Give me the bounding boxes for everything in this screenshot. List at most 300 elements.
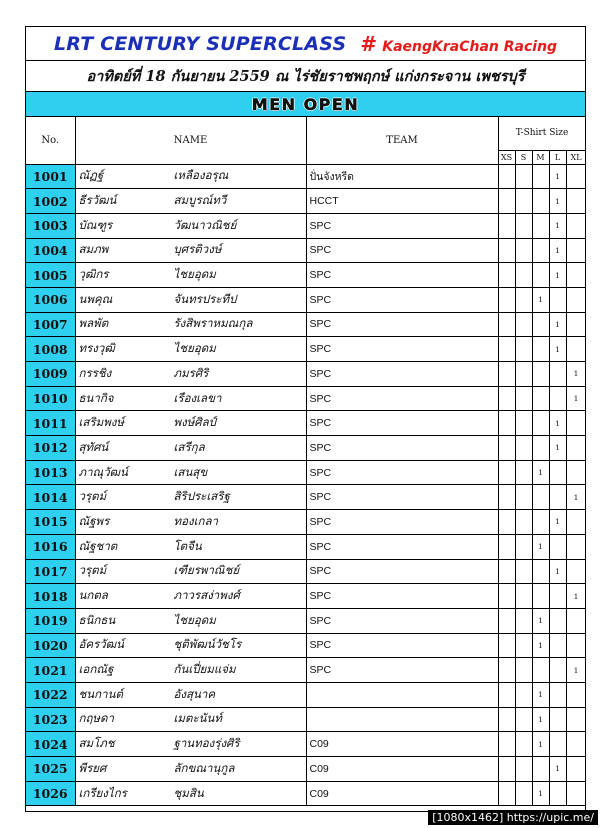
size-cell-l [549,362,566,387]
table-row [26,682,586,707]
last-name: สิริประเสริฐ [173,489,230,504]
team-name [306,682,498,707]
size-cell-xs [498,337,515,362]
table-row [26,584,586,609]
size-cell-l: 1 [549,510,566,535]
table-row [26,757,586,782]
size-cell-xl: 1 [566,658,586,683]
col-header-team: TEAM [306,117,498,164]
date-location-row: อาทิตย์ที่ 18 กันยายน 2559 ณ ไร่ชัยราชพฤกษ์ แก่งกระจาน เพชรบุรี [26,61,585,92]
rider-name [75,707,306,732]
size-cell-m [532,263,549,288]
size-cell-xs [498,312,515,337]
rider-name [75,559,306,584]
size-cell-xl [566,337,586,362]
last-name: พงษ์ศิลป์ [173,415,216,430]
size-cell-xs [498,213,515,238]
bib-number: 1012 [26,436,75,461]
rider-name [75,584,306,609]
table-row [26,213,586,238]
size-cell-xs [498,460,515,485]
size-cell-xl [566,633,586,658]
size-cell-xl [566,263,586,288]
first-name: นกตล [78,588,108,603]
size-cell-l [549,460,566,485]
bib-number: 1001 [26,164,75,189]
bib-number: 1005 [26,263,75,288]
size-cell-l: 1 [549,164,566,189]
rider-name [75,189,306,214]
size-cell-xl [566,707,586,732]
team-name [306,707,498,732]
size-cell-xl [566,189,586,214]
size-cell-xl [566,312,586,337]
size-cell-l [549,732,566,757]
size-cell-m [532,757,549,782]
table-row [26,287,586,312]
rider-name [75,732,306,757]
size-cell-m [532,559,549,584]
size-cell-s [515,238,532,263]
size-cell-l [549,633,566,658]
size-cell-s [515,757,532,782]
team-name: SPC [306,460,498,485]
size-cell-xl [566,534,586,559]
size-cell-s [515,534,532,559]
team-name: SPC [306,559,498,584]
size-cell-s [515,658,532,683]
size-cell-xl [566,682,586,707]
first-name: ณัฏฐ์ [78,168,104,183]
bib-number: 1003 [26,213,75,238]
team-name: SPC [306,238,498,263]
table-row [26,633,586,658]
team-name: SPC [306,608,498,633]
team-name: SPC [306,263,498,288]
first-name: ธนิกธน [78,612,116,627]
last-name: บุศรติวงษ์ [173,242,222,257]
size-cell-l: 1 [549,263,566,288]
size-cell-s [515,682,532,707]
last-name: กันเปี่ยมแจ่ม [173,662,236,677]
size-cell-s [515,460,532,485]
first-name: เอกณัฐ [78,662,114,677]
team-name: SPC [306,411,498,436]
size-cell-xs [498,559,515,584]
last-name: ไชยอุดม [173,612,216,627]
size-cell-s [515,263,532,288]
size-cell-s [515,386,532,411]
rider-name [75,658,306,683]
size-cell-s [515,287,532,312]
rider-name [75,510,306,535]
first-name: วรุตม์ [78,563,107,578]
bib-number: 1021 [26,658,75,683]
team-name: SPC [306,534,498,559]
size-cell-xl [566,757,586,782]
first-name: สุทัศน์ [78,439,109,454]
last-name: โตจีน [173,538,202,553]
size-cell-m [532,213,549,238]
bib-number: 1017 [26,559,75,584]
size-cell-l: 1 [549,238,566,263]
last-name: ลักขณานุกูล [173,760,235,775]
size-cell-s [515,584,532,609]
bib-number: 1024 [26,732,75,757]
col-header-tshirt: T-Shirt Size [498,117,586,150]
size-cell-xl: 1 [566,386,586,411]
last-name: ภาวรสง่าพงศ์ [173,588,240,603]
bib-number: 1026 [26,781,75,806]
rider-name [75,534,306,559]
first-name: อัครวัฒน์ [78,637,124,652]
size-cell-m: 1 [532,287,549,312]
rider-name [75,485,306,510]
size-cell-m [532,584,549,609]
first-name: นพคุณ [78,291,113,306]
last-name: ไชยอุดม [173,267,216,282]
size-cell-xs [498,757,515,782]
bib-number: 1006 [26,287,75,312]
table-row [26,337,586,362]
first-name: กรรชิง [78,365,112,380]
size-header-xl: XL [566,150,586,164]
size-cell-m [532,164,549,189]
last-name: วัฒนาวณิชย์ [173,217,237,232]
first-name: พลพัต [78,316,109,331]
size-cell-xl [566,510,586,535]
table-row [26,386,586,411]
last-name: จันทรประทีป [173,291,237,306]
bib-number: 1023 [26,707,75,732]
size-cell-m [532,658,549,683]
team-name: C09 [306,757,498,782]
size-cell-s [515,781,532,806]
first-name: สมโภช [78,736,115,751]
rider-name [75,263,306,288]
table-row [26,189,586,214]
rider-name [75,682,306,707]
bib-number: 1008 [26,337,75,362]
size-cell-l: 1 [549,757,566,782]
size-cell-m [532,411,549,436]
size-cell-s [515,337,532,362]
size-cell-m [532,510,549,535]
team-name: SPC [306,658,498,683]
rider-name [75,411,306,436]
rider-name [75,312,306,337]
team-name: SPC [306,436,498,461]
size-cell-m [532,189,549,214]
team-name: HCCT [306,189,498,214]
rider-name [75,781,306,806]
bib-number: 1020 [26,633,75,658]
size-cell-xs [498,164,515,189]
size-cell-xl: 1 [566,584,586,609]
table-row [26,238,586,263]
size-cell-s [515,510,532,535]
size-cell-l: 1 [549,312,566,337]
size-cell-s [515,362,532,387]
size-cell-l: 1 [549,337,566,362]
table-row [26,510,586,535]
size-cell-xl [566,559,586,584]
first-name: ภาณุวัฒน์ [78,464,128,479]
size-cell-xs [498,362,515,387]
size-cell-xl [566,732,586,757]
size-cell-s [515,707,532,732]
last-name: ภมรศิริ [173,365,209,380]
first-name: ณัฐพร [78,513,110,528]
size-cell-s [515,436,532,461]
last-name: เหลืองอรุณ [173,168,229,183]
size-cell-xs [498,510,515,535]
hashtag-group [360,32,557,56]
size-cell-xl [566,781,586,806]
size-cell-xl [566,608,586,633]
bib-number: 1011 [26,411,75,436]
size-cell-xs [498,411,515,436]
size-cell-xl: 1 [566,362,586,387]
team-name: SPC [306,287,498,312]
rider-name [75,362,306,387]
table-body [26,164,586,806]
bib-number: 1004 [26,238,75,263]
first-name: บัณฑูร [78,217,113,232]
size-cell-l: 1 [549,436,566,461]
size-cell-xl [566,213,586,238]
size-cell-xs [498,386,515,411]
team-name: SPC [306,386,498,411]
bib-number: 1015 [26,510,75,535]
hashtag-symbol: # [360,31,378,56]
size-cell-m [532,238,549,263]
first-name: วรุตม์ [78,489,107,504]
last-name: เสรีกุล [173,439,205,454]
section-banner [26,92,585,117]
size-cell-xl [566,411,586,436]
rider-name [75,164,306,189]
size-cell-m: 1 [532,732,549,757]
size-cell-l [549,781,566,806]
size-cell-s [515,164,532,189]
team-name: SPC [306,213,498,238]
size-cell-xs [498,263,515,288]
team-name: C09 [306,781,498,806]
last-name: ชุมสิน [173,785,204,800]
size-cell-m [532,362,549,387]
table-row [26,411,586,436]
last-name: เมตะนันท์ [173,711,222,726]
registration-table [26,117,586,806]
size-cell-s [515,732,532,757]
bib-number: 1013 [26,460,75,485]
team-name: SPC [306,584,498,609]
first-name: ธนากิจ [78,390,114,405]
size-cell-xs [498,682,515,707]
size-cell-xl [566,164,586,189]
size-cell-l: 1 [549,559,566,584]
size-cell-s [515,213,532,238]
size-header-m: M [532,150,549,164]
last-name: ชุติพัฒน์วัชโร [173,637,242,652]
table-row [26,312,586,337]
size-cell-m: 1 [532,608,549,633]
size-cell-m: 1 [532,633,549,658]
rider-name [75,386,306,411]
first-name: พีรยศ [78,760,107,775]
last-name: รังสิพราหมณกุล [173,316,253,331]
size-header-xs: XS [498,150,515,164]
bib-number: 1018 [26,584,75,609]
size-cell-xs [498,781,515,806]
size-cell-l: 1 [549,213,566,238]
table-row [26,658,586,683]
last-name: อังสุนาค [173,686,216,701]
bib-number: 1010 [26,386,75,411]
table-row [26,436,586,461]
last-name: เฑียรพาณิชย์ [173,563,240,578]
table-row [26,559,586,584]
team-name: SPC [306,312,498,337]
last-name: สมบูรณ์ทวี [173,193,227,208]
size-cell-xl [566,238,586,263]
table-row [26,707,586,732]
rider-name [75,238,306,263]
size-cell-xs [498,658,515,683]
size-cell-s [515,608,532,633]
last-name: ไชยอุดม [173,341,216,356]
size-cell-l [549,682,566,707]
team-name: SPC [306,633,498,658]
size-cell-xl [566,436,586,461]
rider-name [75,436,306,461]
table-row [26,460,586,485]
size-cell-xs [498,534,515,559]
first-name: เสริมพงษ์ [78,415,124,430]
first-name: ธีรวัฒน์ [78,193,117,208]
size-cell-xs [498,732,515,757]
table-row [26,485,586,510]
table-row [26,732,586,757]
size-cell-m: 1 [532,460,549,485]
first-name: ณัฐชาต [78,538,118,553]
team-name: ปั่นจังหรีด [306,164,498,189]
first-name: วุฒิกร [78,267,109,282]
team-name: SPC [306,510,498,535]
last-name: เสนสุข [173,464,208,479]
first-name: กฤษดา [78,711,114,726]
col-header-no: No. [26,117,75,164]
size-cell-xs [498,584,515,609]
last-name: ฐานทองรุ่งศิริ [173,736,240,751]
team-name: SPC [306,485,498,510]
rider-name [75,213,306,238]
size-cell-l [549,584,566,609]
size-header-s: S [515,150,532,164]
size-cell-xs [498,608,515,633]
rider-name [75,287,306,312]
table-row [26,263,586,288]
rider-name [75,633,306,658]
size-cell-s [515,559,532,584]
first-name: เกรียงไกร [78,785,127,800]
size-cell-xs [498,707,515,732]
bib-number: 1014 [26,485,75,510]
table-row [26,362,586,387]
size-cell-l [549,707,566,732]
size-cell-l [549,608,566,633]
size-cell-m [532,485,549,510]
size-cell-l [549,386,566,411]
bib-number: 1016 [26,534,75,559]
size-cell-l: 1 [549,189,566,214]
size-cell-s [515,189,532,214]
rider-name [75,608,306,633]
image-watermark: [1080x1462] https://upic.me/ [428,810,598,825]
size-header-l: L [549,150,566,164]
size-cell-s [515,312,532,337]
size-cell-m [532,436,549,461]
bib-number: 1019 [26,608,75,633]
table-row [26,534,586,559]
size-cell-xl [566,287,586,312]
size-cell-s [515,633,532,658]
size-cell-l [549,485,566,510]
first-name: สมภพ [78,242,109,257]
size-cell-xs [498,436,515,461]
first-name: ชนกานต์ [78,686,123,701]
rider-name [75,460,306,485]
size-cell-l: 1 [549,411,566,436]
rider-name [75,757,306,782]
registration-sheet [25,26,586,812]
size-cell-m: 1 [532,781,549,806]
rider-name [75,337,306,362]
team-name: SPC [306,362,498,387]
size-cell-m [532,312,549,337]
table-row [26,608,586,633]
size-cell-xs [498,238,515,263]
size-cell-xl: 1 [566,485,586,510]
first-name: ทรงวุฒิ [78,341,115,356]
size-cell-l [549,534,566,559]
bib-number: 1022 [26,682,75,707]
table-row [26,164,586,189]
size-cell-s [515,411,532,436]
size-cell-xs [498,287,515,312]
size-cell-m [532,337,549,362]
size-cell-xs [498,633,515,658]
bib-number: 1002 [26,189,75,214]
size-cell-xl [566,460,586,485]
team-name: SPC [306,337,498,362]
section-title: MEN OPEN [251,94,360,114]
size-cell-l [549,287,566,312]
size-cell-m [532,386,549,411]
title-row [26,27,585,61]
size-cell-m: 1 [532,682,549,707]
bib-number: 1007 [26,312,75,337]
size-cell-m: 1 [532,534,549,559]
team-name: C09 [306,732,498,757]
size-cell-l [549,658,566,683]
size-cell-s [515,485,532,510]
last-name: เรืองเลขา [173,390,222,405]
size-cell-xs [498,485,515,510]
size-cell-m: 1 [532,707,549,732]
bib-number: 1025 [26,757,75,782]
